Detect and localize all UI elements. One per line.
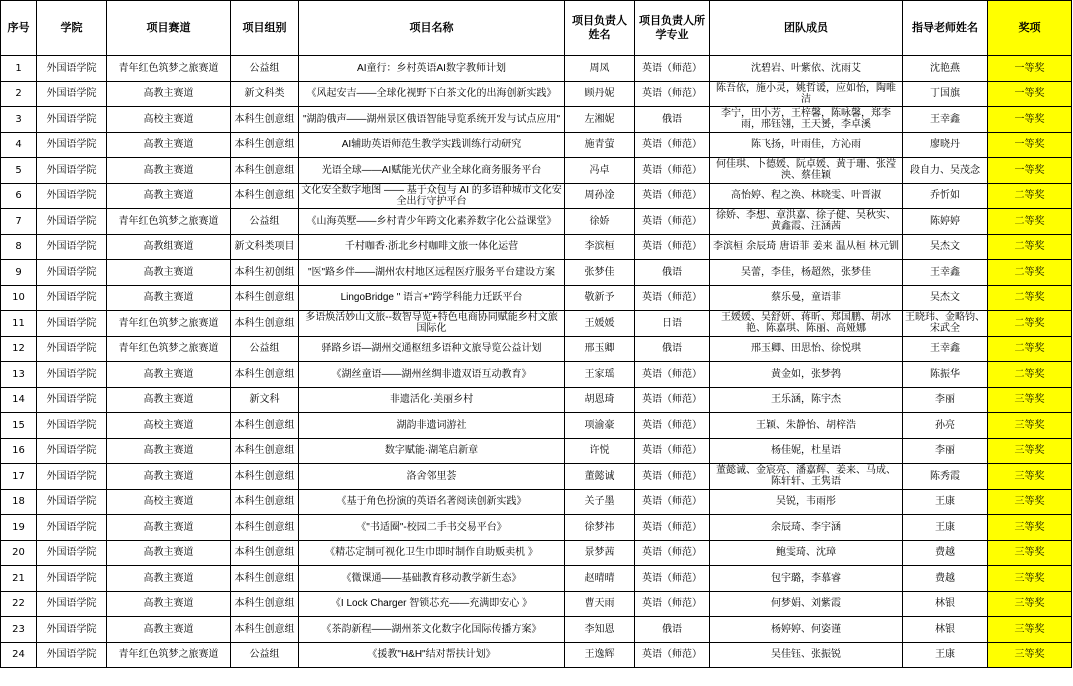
cell-leader: 周凤 bbox=[565, 56, 635, 82]
cell-members: 王颖、朱静怡、胡梓浩 bbox=[710, 413, 903, 439]
cell-seq: 16 bbox=[1, 438, 37, 464]
cell-members: 何梦娟、刘紫霞 bbox=[710, 591, 903, 617]
cell-project-name: 《山海英墅——乡村青少年跨文化素养数字化公益课堂》 bbox=[299, 209, 565, 235]
table-row bbox=[1, 515, 1072, 541]
table-row bbox=[1, 209, 1072, 235]
table-row bbox=[1, 336, 1072, 362]
cell-major: 英语（师范） bbox=[635, 566, 710, 592]
cell-seq: 18 bbox=[1, 489, 37, 515]
cell-group: 本科生初创组 bbox=[231, 260, 299, 286]
cell-major: 英语（师范） bbox=[635, 158, 710, 184]
cell-seq: 24 bbox=[1, 642, 37, 668]
cell-project-name: 《微课通——基础教育移动教学新生态》 bbox=[299, 566, 565, 592]
cell-college: 外国语学院 bbox=[37, 81, 107, 107]
cell-group: 本科生创意组 bbox=[231, 132, 299, 158]
cell-award: 二等奖 bbox=[988, 183, 1072, 209]
cell-advisor: 吴杰文 bbox=[903, 234, 988, 260]
cell-group: 新文科 bbox=[231, 387, 299, 413]
cell-members: 王媛媛、吴舒妍、蒋昕、郑国鹏、胡冰艳、陈嘉琪、陈丽、高娅娜 bbox=[710, 311, 903, 337]
cell-advisor: 陈婷婷 bbox=[903, 209, 988, 235]
cell-members: 余辰琦、李宇涵 bbox=[710, 515, 903, 541]
cell-track: 高教主赛道 bbox=[107, 591, 231, 617]
cell-group: 本科生创意组 bbox=[231, 489, 299, 515]
table-row bbox=[1, 617, 1072, 643]
cell-track: 高教主赛道 bbox=[107, 617, 231, 643]
cell-advisor: 孙亮 bbox=[903, 413, 988, 439]
table-row bbox=[1, 387, 1072, 413]
cell-members: 黄金如，张梦鹁 bbox=[710, 362, 903, 388]
cell-track: 高教主赛道 bbox=[107, 464, 231, 490]
cell-college: 外国语学院 bbox=[37, 515, 107, 541]
cell-members: 沈碧岩、叶紫依、沈雨艾 bbox=[710, 56, 903, 82]
cell-project-name: 《精芯定制可视化卫生巾即时制作自助贩卖机 》 bbox=[299, 540, 565, 566]
cell-award: 二等奖 bbox=[988, 362, 1072, 388]
cell-advisor: 林银 bbox=[903, 591, 988, 617]
cell-track: 高教主赛道 bbox=[107, 387, 231, 413]
cell-advisor: 费越 bbox=[903, 566, 988, 592]
cell-leader: 徐娇 bbox=[565, 209, 635, 235]
cell-award: 一等奖 bbox=[988, 158, 1072, 184]
cell-award: 一等奖 bbox=[988, 132, 1072, 158]
cell-college: 外国语学院 bbox=[37, 336, 107, 362]
cell-group: 新文科类项目 bbox=[231, 234, 299, 260]
table-row bbox=[1, 260, 1072, 286]
cell-advisor: 费越 bbox=[903, 540, 988, 566]
cell-college: 外国语学院 bbox=[37, 566, 107, 592]
cell-project-name: 千村咖香·浙北乡村咖啡文旅一体化运营 bbox=[299, 234, 565, 260]
cell-major: 英语（师范） bbox=[635, 362, 710, 388]
cell-track: 高校主赛道 bbox=[107, 413, 231, 439]
cell-advisor: 王晓玮、金略钧、宋武全 bbox=[903, 311, 988, 337]
cell-seq: 15 bbox=[1, 413, 37, 439]
cell-group: 公益组 bbox=[231, 336, 299, 362]
cell-leader: 曹天雨 bbox=[565, 591, 635, 617]
cell-college: 外国语学院 bbox=[37, 387, 107, 413]
cell-seq: 20 bbox=[1, 540, 37, 566]
cell-members: 邢玉卿、田思怡、徐悦琪 bbox=[710, 336, 903, 362]
cell-leader: 王媛媛 bbox=[565, 311, 635, 337]
cell-leader: 周孙淦 bbox=[565, 183, 635, 209]
table-row bbox=[1, 234, 1072, 260]
cell-group: 本科生创意组 bbox=[231, 438, 299, 464]
cell-seq: 1 bbox=[1, 56, 37, 82]
cell-leader: 张梦佳 bbox=[565, 260, 635, 286]
cell-members: 王乐涵，陈宇杰 bbox=[710, 387, 903, 413]
cell-track: 高教主赛道 bbox=[107, 438, 231, 464]
cell-college: 外国语学院 bbox=[37, 132, 107, 158]
cell-college: 外国语学院 bbox=[37, 311, 107, 337]
cell-major: 俄语 bbox=[635, 260, 710, 286]
cell-advisor: 丁国旗 bbox=[903, 81, 988, 107]
cell-project-name: 《风起安吉——全球化视野下白茶文化的出海创新实践》 bbox=[299, 81, 565, 107]
cell-seq: 9 bbox=[1, 260, 37, 286]
cell-award: 三等奖 bbox=[988, 387, 1072, 413]
cell-group: 本科生创意组 bbox=[231, 285, 299, 311]
cell-award: 二等奖 bbox=[988, 234, 1072, 260]
cell-group: 本科生创意组 bbox=[231, 183, 299, 209]
cell-project-name: "医"路乡伴——湖州农村地区远程医疗服务平台建设方案 bbox=[299, 260, 565, 286]
cell-seq: 10 bbox=[1, 285, 37, 311]
cell-group: 本科生创意组 bbox=[231, 617, 299, 643]
cell-award: 三等奖 bbox=[988, 566, 1072, 592]
cell-award: 三等奖 bbox=[988, 438, 1072, 464]
cell-major: 英语（师范） bbox=[635, 591, 710, 617]
cell-seq: 2 bbox=[1, 81, 37, 107]
cell-leader: 项渝豪 bbox=[565, 413, 635, 439]
cell-project-name: 驿路乡语—湖州交通枢纽多语种文旅导览公益计划 bbox=[299, 336, 565, 362]
header-row bbox=[1, 1, 1072, 56]
cell-track: 高教主赛道 bbox=[107, 81, 231, 107]
cell-seq: 12 bbox=[1, 336, 37, 362]
cell-leader: 冯卓 bbox=[565, 158, 635, 184]
cell-advisor: 王康 bbox=[903, 489, 988, 515]
cell-major: 英语（师范） bbox=[635, 540, 710, 566]
cell-group: 新文科类 bbox=[231, 81, 299, 107]
cell-track: 高教主赛道 bbox=[107, 540, 231, 566]
header-group: 项目组别 bbox=[231, 1, 299, 56]
table-row bbox=[1, 489, 1072, 515]
cell-track: 青年红色筑梦之旅赛道 bbox=[107, 209, 231, 235]
cell-seq: 11 bbox=[1, 311, 37, 337]
cell-project-name: 《茶韵新程——湖州茶文化数字化国际传播方案》 bbox=[299, 617, 565, 643]
cell-major: 英语（师范） bbox=[635, 81, 710, 107]
cell-college: 外国语学院 bbox=[37, 56, 107, 82]
cell-advisor: 王康 bbox=[903, 642, 988, 668]
cell-group: 本科生创意组 bbox=[231, 540, 299, 566]
cell-advisor: 王幸鑫 bbox=[903, 336, 988, 362]
cell-project-name: LingoBridge " 语言+"跨学科能力迁跃平台 bbox=[299, 285, 565, 311]
cell-college: 外国语学院 bbox=[37, 209, 107, 235]
cell-leader: 顾丹妮 bbox=[565, 81, 635, 107]
cell-college: 外国语学院 bbox=[37, 591, 107, 617]
cell-members: 徐娇、李想、章洪嘉、徐子健、吴秋实、黄鑫霞、汪涵茜 bbox=[710, 209, 903, 235]
cell-members: 高怡婷、程之涣、林晓雯、叶晋淑 bbox=[710, 183, 903, 209]
cell-leader: 左湘妮 bbox=[565, 107, 635, 133]
table-row bbox=[1, 81, 1072, 107]
cell-project-name: 数字赋能·湖笔启新章 bbox=[299, 438, 565, 464]
cell-college: 外国语学院 bbox=[37, 464, 107, 490]
cell-track: 高教主赛道 bbox=[107, 362, 231, 388]
cell-college: 外国语学院 bbox=[37, 438, 107, 464]
cell-members: 吴佳钰、张振锐 bbox=[710, 642, 903, 668]
cell-major: 日语 bbox=[635, 311, 710, 337]
cell-leader: 赵晴晴 bbox=[565, 566, 635, 592]
cell-award: 二等奖 bbox=[988, 336, 1072, 362]
cell-seq: 22 bbox=[1, 591, 37, 617]
cell-leader: 景梦茜 bbox=[565, 540, 635, 566]
cell-project-name: 洛舍邻里荟 bbox=[299, 464, 565, 490]
cell-major: 英语（师范） bbox=[635, 132, 710, 158]
cell-college: 外国语学院 bbox=[37, 617, 107, 643]
cell-leader: 敬新予 bbox=[565, 285, 635, 311]
cell-advisor: 李丽 bbox=[903, 387, 988, 413]
cell-group: 本科生创意组 bbox=[231, 566, 299, 592]
table-row bbox=[1, 285, 1072, 311]
cell-award: 三等奖 bbox=[988, 642, 1072, 668]
cell-project-name: 文化安全数字地图 —— 基于众包与 AI 的多语种城市文化安全出行守护平台 bbox=[299, 183, 565, 209]
cell-seq: 14 bbox=[1, 387, 37, 413]
cell-members: 何佳琪、卜德媛、阮卓媛、黄于珊、张滢泱、蔡佳颖 bbox=[710, 158, 903, 184]
cell-track: 高教主赛道 bbox=[107, 566, 231, 592]
cell-advisor: 乔忻如 bbox=[903, 183, 988, 209]
cell-seq: 3 bbox=[1, 107, 37, 133]
cell-advisor: 李丽 bbox=[903, 438, 988, 464]
cell-college: 外国语学院 bbox=[37, 413, 107, 439]
cell-college: 外国语学院 bbox=[37, 234, 107, 260]
cell-members: 陈飞扬，叶雨佳，方沁雨 bbox=[710, 132, 903, 158]
header-members: 团队成员 bbox=[710, 1, 903, 56]
cell-leader: 邢玉卿 bbox=[565, 336, 635, 362]
cell-major: 俄语 bbox=[635, 107, 710, 133]
cell-major: 英语（师范） bbox=[635, 413, 710, 439]
cell-award: 二等奖 bbox=[988, 311, 1072, 337]
cell-award: 三等奖 bbox=[988, 617, 1072, 643]
cell-major: 英语（师范） bbox=[635, 234, 710, 260]
cell-advisor: 沈艳燕 bbox=[903, 56, 988, 82]
cell-award: 二等奖 bbox=[988, 209, 1072, 235]
cell-track: 高教组赛道 bbox=[107, 234, 231, 260]
cell-leader: 许悦 bbox=[565, 438, 635, 464]
cell-project-name: 《"书适圈"-校园二手书交易平台》 bbox=[299, 515, 565, 541]
cell-advisor: 段自力、吴茂念 bbox=[903, 158, 988, 184]
cell-group: 本科生创意组 bbox=[231, 515, 299, 541]
cell-members: 包宇璐，李慕睿 bbox=[710, 566, 903, 592]
cell-group: 本科生创意组 bbox=[231, 362, 299, 388]
cell-project-name: 《援教"H&H"结对帮扶计划》 bbox=[299, 642, 565, 668]
cell-group: 公益组 bbox=[231, 642, 299, 668]
cell-major: 英语（师范） bbox=[635, 56, 710, 82]
table-row bbox=[1, 438, 1072, 464]
cell-group: 本科生创意组 bbox=[231, 413, 299, 439]
cell-track: 青年红色筑梦之旅赛道 bbox=[107, 336, 231, 362]
cell-college: 外国语学院 bbox=[37, 642, 107, 668]
cell-project-name: AI辅助英语师范生教学实践训练行动研究 bbox=[299, 132, 565, 158]
cell-track: 高校主赛道 bbox=[107, 489, 231, 515]
cell-college: 外国语学院 bbox=[37, 158, 107, 184]
cell-leader: 关子墨 bbox=[565, 489, 635, 515]
cell-award: 二等奖 bbox=[988, 260, 1072, 286]
header-leader: 项目负责人姓名 bbox=[565, 1, 635, 56]
cell-award: 三等奖 bbox=[988, 413, 1072, 439]
cell-major: 英语（师范） bbox=[635, 387, 710, 413]
cell-seq: 23 bbox=[1, 617, 37, 643]
cell-advisor: 吴杰文 bbox=[903, 285, 988, 311]
cell-advisor: 王康 bbox=[903, 515, 988, 541]
cell-college: 外国语学院 bbox=[37, 260, 107, 286]
cell-leader: 胡恩琦 bbox=[565, 387, 635, 413]
cell-college: 外国语学院 bbox=[37, 183, 107, 209]
cell-college: 外国语学院 bbox=[37, 285, 107, 311]
cell-major: 英语（师范） bbox=[635, 209, 710, 235]
cell-major: 英语（师范） bbox=[635, 183, 710, 209]
cell-seq: 7 bbox=[1, 209, 37, 235]
cell-project-name: 《湖丝童语——湖州丝绸非遗双语互动教育》 bbox=[299, 362, 565, 388]
cell-advisor: 王幸鑫 bbox=[903, 107, 988, 133]
cell-award: 二等奖 bbox=[988, 285, 1072, 311]
cell-advisor: 陈振华 bbox=[903, 362, 988, 388]
cell-advisor: 林银 bbox=[903, 617, 988, 643]
cell-project-name: 《基于角色扮演的英语名著阅读创新实践》 bbox=[299, 489, 565, 515]
cell-leader: 王家瑶 bbox=[565, 362, 635, 388]
cell-advisor: 廖晓丹 bbox=[903, 132, 988, 158]
cell-track: 青年红色筑梦之旅赛道 bbox=[107, 311, 231, 337]
cell-track: 高教主赛道 bbox=[107, 515, 231, 541]
cell-major: 英语（师范） bbox=[635, 642, 710, 668]
cell-leader: 施青萤 bbox=[565, 132, 635, 158]
cell-major: 英语（师范） bbox=[635, 464, 710, 490]
cell-leader: 李滨桓 bbox=[565, 234, 635, 260]
cell-group: 公益组 bbox=[231, 209, 299, 235]
cell-seq: 17 bbox=[1, 464, 37, 490]
cell-members: 李滨桓 余辰琦 唐语菲 姜来 温从桓 林元钏 bbox=[710, 234, 903, 260]
cell-project-name: 《I Lock Charger 智锁芯充——充满即安心 》 bbox=[299, 591, 565, 617]
cell-advisor: 王幸鑫 bbox=[903, 260, 988, 286]
cell-leader: 徐梦祎 bbox=[565, 515, 635, 541]
cell-award: 一等奖 bbox=[988, 81, 1072, 107]
cell-seq: 21 bbox=[1, 566, 37, 592]
table-row bbox=[1, 591, 1072, 617]
cell-college: 外国语学院 bbox=[37, 489, 107, 515]
cell-major: 俄语 bbox=[635, 336, 710, 362]
header-award: 奖项 bbox=[988, 1, 1072, 56]
cell-project-name: AI童行：乡村英语AI数字教师计划 bbox=[299, 56, 565, 82]
header-college: 学院 bbox=[37, 1, 107, 56]
cell-seq: 6 bbox=[1, 183, 37, 209]
cell-seq: 19 bbox=[1, 515, 37, 541]
cell-award: 三等奖 bbox=[988, 515, 1072, 541]
cell-project-name: 光语全球——AI赋能光伏产业全球化商务服务平台 bbox=[299, 158, 565, 184]
cell-track: 高教主赛道 bbox=[107, 260, 231, 286]
cell-college: 外国语学院 bbox=[37, 362, 107, 388]
cell-award: 三等奖 bbox=[988, 540, 1072, 566]
cell-project-name: 湖韵非遗词游社 bbox=[299, 413, 565, 439]
cell-members: 吴锐，韦雨彤 bbox=[710, 489, 903, 515]
table-row bbox=[1, 158, 1072, 184]
cell-project-name: 多语焕活妙山文旅--数智导览+特色电商协同赋能乡村文旅国际化 bbox=[299, 311, 565, 337]
cell-award: 一等奖 bbox=[988, 107, 1072, 133]
cell-seq: 13 bbox=[1, 362, 37, 388]
header-seq: 序号 bbox=[1, 1, 37, 56]
cell-award: 三等奖 bbox=[988, 591, 1072, 617]
table-row bbox=[1, 107, 1072, 133]
table-row bbox=[1, 540, 1072, 566]
cell-major: 英语（师范） bbox=[635, 489, 710, 515]
table-row bbox=[1, 566, 1072, 592]
cell-members: 董懿诚、金宸亮、潘嘉辉、姜来、马成、陈轩轩、王隽语 bbox=[710, 464, 903, 490]
cell-major: 英语（师范） bbox=[635, 285, 710, 311]
cell-project-name: "湖韵俄声——湖州景区俄语智能导览系统开发与试点应用" bbox=[299, 107, 565, 133]
cell-group: 本科生创意组 bbox=[231, 464, 299, 490]
table-row bbox=[1, 464, 1072, 490]
cell-college: 外国语学院 bbox=[37, 540, 107, 566]
table-row bbox=[1, 183, 1072, 209]
cell-track: 高校主赛道 bbox=[107, 107, 231, 133]
cell-major: 俄语 bbox=[635, 617, 710, 643]
table-row bbox=[1, 132, 1072, 158]
table-row bbox=[1, 311, 1072, 337]
cell-major: 英语（师范） bbox=[635, 438, 710, 464]
cell-members: 鲍雯琦、沈璋 bbox=[710, 540, 903, 566]
cell-group: 本科生创意组 bbox=[231, 311, 299, 337]
cell-group: 本科生创意组 bbox=[231, 158, 299, 184]
cell-members: 杨婷婷、何姿谨 bbox=[710, 617, 903, 643]
cell-members: 陈吾依，施小灵，姚哲谖，应如怡，陶唯洁 bbox=[710, 81, 903, 107]
cell-members: 吴蕾，李佳，杨超然，张梦佳 bbox=[710, 260, 903, 286]
cell-award: 三等奖 bbox=[988, 489, 1072, 515]
cell-members: 蔡乐曼，童语菲 bbox=[710, 285, 903, 311]
cell-award: 三等奖 bbox=[988, 464, 1072, 490]
cell-track: 高教主赛道 bbox=[107, 158, 231, 184]
cell-group: 公益组 bbox=[231, 56, 299, 82]
cell-group: 本科生创意组 bbox=[231, 107, 299, 133]
cell-leader: 王逸辉 bbox=[565, 642, 635, 668]
table-row bbox=[1, 56, 1072, 82]
cell-members: 李宁，田小芳，王梓馨，陈咏馨，郑李雨，邢钰翎，王天赟，李卓溪 bbox=[710, 107, 903, 133]
cell-track: 高教主赛道 bbox=[107, 132, 231, 158]
cell-award: 一等奖 bbox=[988, 56, 1072, 82]
cell-advisor: 陈秀霞 bbox=[903, 464, 988, 490]
cell-leader: 董懿诚 bbox=[565, 464, 635, 490]
cell-college: 外国语学院 bbox=[37, 107, 107, 133]
cell-leader: 李知恩 bbox=[565, 617, 635, 643]
cell-track: 高教主赛道 bbox=[107, 285, 231, 311]
header-track: 项目赛道 bbox=[107, 1, 231, 56]
cell-track: 青年红色筑梦之旅赛道 bbox=[107, 642, 231, 668]
cell-seq: 8 bbox=[1, 234, 37, 260]
cell-major: 英语（师范） bbox=[635, 515, 710, 541]
table-row bbox=[1, 642, 1072, 668]
header-major: 项目负责人所学专业 bbox=[635, 1, 710, 56]
cell-project-name: 非遗活化·美丽乡村 bbox=[299, 387, 565, 413]
cell-group: 本科生创意组 bbox=[231, 591, 299, 617]
table-row bbox=[1, 413, 1072, 439]
cell-seq: 5 bbox=[1, 158, 37, 184]
cell-track: 青年红色筑梦之旅赛道 bbox=[107, 56, 231, 82]
table-row bbox=[1, 362, 1072, 388]
cell-members: 杨佳妮，杜星语 bbox=[710, 438, 903, 464]
cell-seq: 4 bbox=[1, 132, 37, 158]
cell-track: 高教主赛道 bbox=[107, 183, 231, 209]
header-project-name: 项目名称 bbox=[299, 1, 565, 56]
header-advisor: 指导老师姓名 bbox=[903, 1, 988, 56]
